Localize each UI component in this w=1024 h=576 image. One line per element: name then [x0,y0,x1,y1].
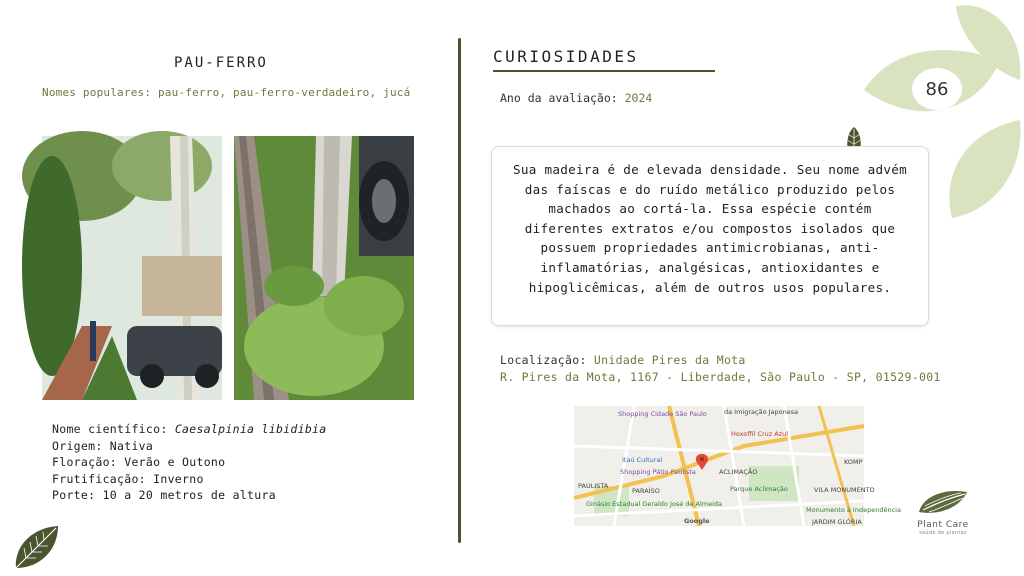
location-block [500,352,941,386]
popular-names: Nomes populares: pau-ferro, pau-ferro-verdadeiro, jucá [42,86,411,99]
size: Porte: 10 a 20 metros de altura [52,488,276,502]
map-label-aclimacao: ACLIMAÇÃO [719,468,758,476]
curiosities-title: CURIOSIDADES [493,47,639,66]
map-label-google: Google [684,517,710,525]
map-label-hoxoffil: Hoxoffil Cruz Azul [731,430,789,438]
location-label: Localização: [500,353,594,367]
map-label-paulista: PAULISTA [578,482,609,490]
map-label-imigracao: da Imigração Japonesa [724,408,799,416]
logo-leaf-icon [915,486,971,516]
scientific-name: Caesalpinia libidibia [174,422,327,436]
map-label-monumento: Monumento à Independência [806,506,901,514]
evaluation-year [500,91,652,105]
logo-subtitle: saúde de plantas [919,530,967,536]
map-label-vila-monumento: VILA MONUMENTO [814,486,875,494]
title-underline [493,70,715,72]
fruiting: Frutificação: Inverno [52,471,204,486]
tree-photo-sidewalk [234,136,414,400]
flowering: Floração: Verão e Outono [52,455,226,469]
curiosities-textbox [491,146,929,326]
address: R. Pires da Mota, 1167 - Liberdade, São Paulo - SP, 01529-001 [500,370,941,384]
year-value: 2024 [624,91,653,105]
origin: Origem: Nativa [52,438,154,453]
map-label-patio-paulista: Shopping Pátio Paulista [620,468,696,476]
scientific-name-row [52,421,327,438]
plant-care-logo [900,486,986,536]
tree-photo-street [42,136,222,400]
page-number: 86 [912,68,962,110]
map-label-komp: KOMP [844,458,863,466]
map-label-itau-cultural: Itaú Cultural [622,456,663,464]
curiosities-text: Sua madeira é de elevada densidade. Seu nome advém das faíscas e do ruído metálico produzido pelos machados ao cortá-la. Essa espécie contém diferentes extratos e/ou compostos isolados que possuem propriedades antimicrobianas, anti-inflamatórias, analgésicas, antioxidantes e hipoglicêmicas, além de outros usos populares. [512,162,908,295]
map-label-paraiso: PARAÍSO [632,487,660,495]
location-map[interactable] [574,406,901,526]
scientific-label: Nome científico: [52,422,175,436]
leaf-icon [10,522,62,572]
species-info [52,421,327,504]
column-divider [458,38,461,543]
location-row [500,352,941,369]
logo-name: Plant Care [917,520,969,530]
location-unit: Unidade Pires da Mota [593,353,746,367]
map-label-ginasio: Ginásio Estadual Geraldo José de Almeida [586,500,723,508]
map-label-jardim-gloria: JARDIM GLÓRIA [812,518,862,526]
map-label-shopping-cidade: Shopping Cidade São Paulo [618,410,707,418]
species-title: PAU-FERRO [174,55,268,71]
year-label: Ano da avaliação: [500,91,625,105]
map-label-parque-aclimacao: Parque Aclimação [730,485,788,493]
